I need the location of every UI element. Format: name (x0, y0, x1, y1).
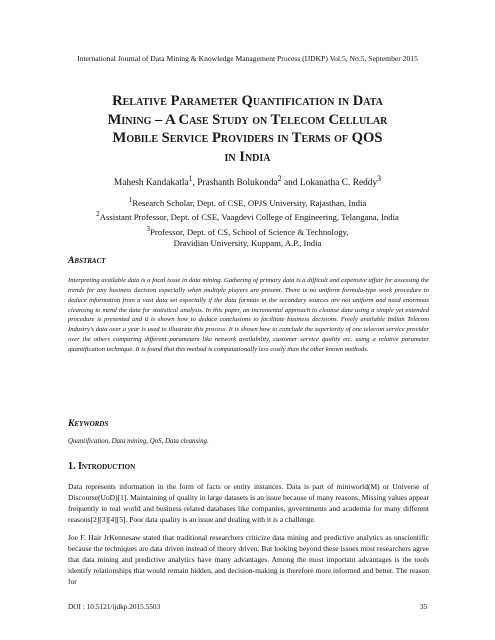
keywords-heading: Keywords (68, 418, 109, 429)
affiliation-text: Professor, Dept. of CS, School of Science & Technology, (150, 226, 349, 237)
author-superscript: 3 (377, 174, 382, 183)
author-separator: , (192, 178, 198, 189)
title-line: Relative Parameter Quantification in Data (112, 93, 383, 109)
affiliation-line (0, 209, 495, 223)
author-name: Lokanatha C. Reddy (299, 178, 378, 189)
paper-title (40, 92, 455, 166)
abstract-heading: Abstract (68, 255, 106, 266)
title-line: Mobile Service Providers in Terms of QOS (112, 130, 383, 146)
abstract-text: Interpreting available data is a focal issue in data mining. Gathering of primary data is a difficult and expensive affair for assessing the trends for any business decision especially when multiple players are present. There is no uniform formula-type work procedure to deduce information from a vast data set especially if the data formats in the secondary sources are not uniform and need enormous cleansing to mend the data for statistical analysis. In this paper, an incremental approach to cleanse data using a simple yet extended procedure is presented and it is shown how to deduce conclusions to facilitate business decisions. Freely available Indian Telecom Industry’s data over a year is used to illustrate this process. It is shown how to conclude the superiority of one telecom service provider over the others comparing different parameters like network availability, customer service quality etc. using a relative parameter quantification technique. It is found that this method is computationally less costly than the other known methods. (68, 277, 429, 353)
title-line: Mining – A Case Study on Telecom Cellular (107, 111, 388, 128)
author-superscript: 2 (277, 174, 282, 183)
keywords-text: Quantification, Data mining, QoS, Data cleansing. (68, 438, 209, 445)
affiliation-line (0, 224, 495, 238)
author-separator: and (281, 178, 300, 189)
affiliation-text: Research Scholar, Dept. of CSE, OPJS University, Rajasthan, India (132, 197, 367, 208)
author-name: Mahesh Kandakatla (113, 178, 189, 189)
affiliation-list (0, 195, 495, 249)
author-superscript: 1 (188, 174, 193, 183)
introduction-paragraph: Data represents information in the form of facts or entity instances. Data is part of miniworld(M) or Universe of Discourse(UoD)[1]. Maintaining of quality in large datasets is an issue because of many reasons. Missing values appear frequently in real world and business related databases like companies, governments and academia for many different reasons[2][3][4][5]. Poor data quality is an issue and dealing with it is a challenge. (68, 482, 429, 524)
affiliation-text: Dravidian University, Kuppam, A.P., India (173, 237, 322, 248)
journal-header: International Journal of Data Mining & Knowledge Management Process (IJDKP) Vol.5, No.5, September 2015 (77, 54, 418, 63)
affiliation-superscript: 1 (128, 196, 133, 204)
author-list (0, 174, 495, 188)
affiliation-superscript: 2 (96, 210, 100, 219)
introduction-heading: 1. Introduction (68, 461, 136, 472)
affiliation-line (0, 195, 495, 209)
affiliation-superscript: 3 (146, 224, 151, 233)
introduction-paragraph: Joe F. Hair JrKennesaw stated that traditional researchers criticize data mining and predictive analytics as unscientific because the techniques are data driven instead of theory driven. But looking beyond these issues most researchers agree that data mining and predictive analytics have many advantages. Among the most important advantages is the tools identify relationships that would remain hidden, and decision-making is therefore more informed and better. The reason for (68, 533, 429, 586)
doi-footer: DOI : 10.5121/ijdkp.2015.5503 (68, 602, 161, 611)
affiliation-text: Assistant Professor, Dept. of CSE, Vaagdevi College of Engineering, Telangana, India (99, 212, 399, 223)
title-line: in India (224, 148, 271, 165)
page-number: 35 (420, 602, 428, 611)
author-name: Prashanth Bolukonda (197, 178, 278, 189)
affiliation-line (0, 238, 495, 249)
